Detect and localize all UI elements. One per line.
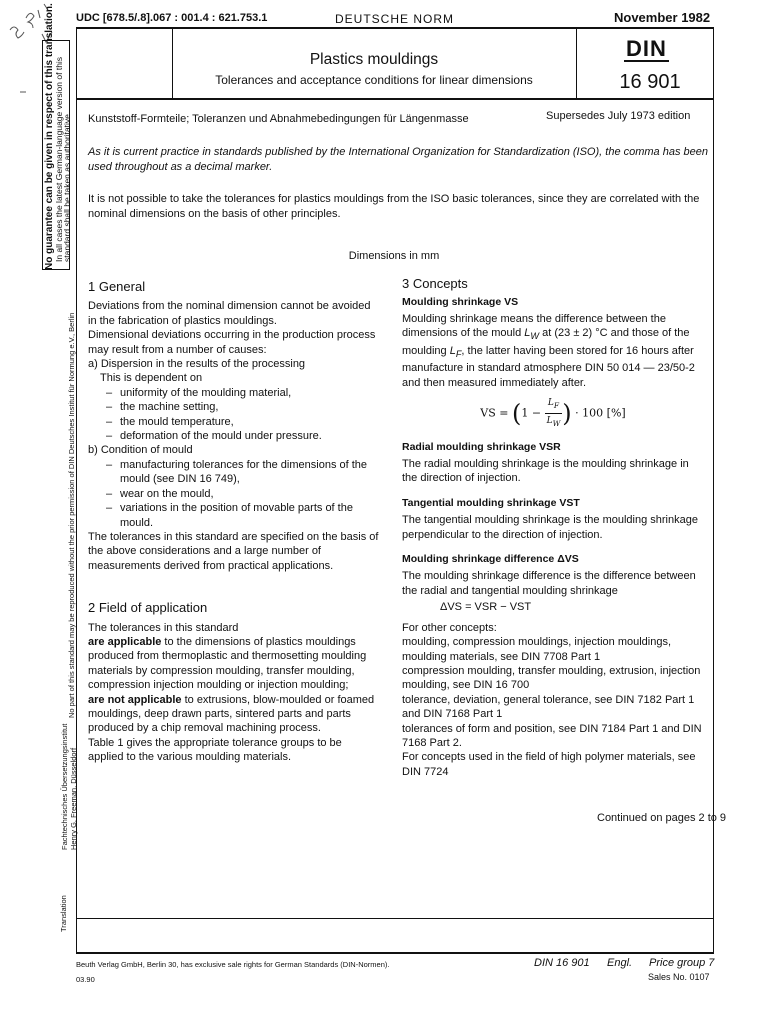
- applicable-clause: [88, 635, 380, 693]
- section-1-heading: 1 General: [88, 279, 146, 294]
- document-title: Plastics mouldings: [309, 51, 439, 68]
- deutsche-norm-label: DEUTSCHE NORM: [335, 12, 455, 26]
- vs-symbol-sub: W: [530, 331, 540, 342]
- supersedes-note: Supersedes July 1973 edition: [546, 110, 691, 122]
- german-title: Kunststoff-Formteile; Toleranzen und Abnahmebedingungen für Längenmasse: [88, 113, 469, 125]
- formula-numerator-sub: F: [553, 401, 560, 411]
- section-2-paragraph-2: Table 1 gives the appropriate tolerance groups to be applied to the various moulding materials.: [88, 736, 342, 764]
- cause-b-item: – variations in the position of movable parts of the mould.: [88, 501, 380, 530]
- formula-denominator-symbol: L: [546, 416, 553, 427]
- copyright-notice: No part of this standard may be reproduced without the prior permission of DIN Deutsches Institut für Normung e.V., Berlin: [67, 312, 76, 718]
- german-version-note: In all cases the latest German-language version of this: [54, 56, 64, 262]
- cause-a-label: a) Dispersion in the results of the processing: [88, 358, 306, 371]
- cause-a-item: – the machine setting,: [88, 400, 380, 414]
- formula-one: 1 −: [521, 406, 542, 420]
- dimensions-unit-note: Dimensions in mm: [348, 250, 440, 262]
- din-number: 16 901: [619, 71, 681, 93]
- dvs-definition: The moulding shrinkage difference is the difference between the radial and tangential moulding shrinkage: [402, 570, 696, 597]
- reference-item: compression moulding, transfer moulding, extrusion, injection moulding, see DIN 16 700: [402, 664, 701, 692]
- vs-heading: Moulding shrinkage VS: [402, 296, 519, 309]
- decimal-marker-note: As it is current practice in standards published by the International Organization for Standardization (ISO), the comma has been used throughout as a decimal marker.: [88, 146, 708, 173]
- title-box-right-divider: [576, 27, 577, 99]
- intro-paragraph: It is not possible to take the tolerances for plastics mouldings from the ISO basic tolerances, since they are correlated with the nominal dimensions on the basis of other principles.: [88, 193, 700, 220]
- formula-paren-close: ): [562, 399, 572, 428]
- section-2-heading: 2 Field of application: [88, 600, 208, 616]
- formula-right: · 100 [%]: [575, 406, 626, 420]
- publisher-note: Beuth Verlag GmbH, Berlin 30, has exclusive sale rights for German Standards (DIN-Normen).: [76, 960, 390, 969]
- translation-disclaimer: No guarantee can be given in respect of this translation.: [44, 3, 55, 270]
- cause-a-item: – the mould temperature,: [88, 415, 380, 429]
- other-concepts-label: For other concepts:: [402, 621, 497, 634]
- translator-credit: [60, 724, 78, 850]
- vs-text-part: Moulding shrinkage means the difference between the dimensions of the mould: [402, 312, 666, 340]
- vs-text-part: , the latter having been stored for 16 hours after manufacture in standard atmosphere DIN 50 014 — 23/50-2 and then measured immediately after.: [402, 344, 695, 389]
- section-1-paragraph-1: Deviations from the nominal dimension cannot be avoided in the fabrication of plastics mouldings.: [88, 300, 371, 327]
- dvs-formula: ΔVS = VSR − VST: [440, 601, 532, 614]
- frame-bottom-inner-line: [76, 918, 714, 919]
- formula-left: VS =: [480, 406, 512, 420]
- cause-b-item: – manufacturing tolerances for the dimensions of the mould (see DIN 16 749),: [88, 458, 380, 487]
- left-column: [88, 280, 380, 765]
- section-3-heading: 3 Concepts: [402, 276, 468, 291]
- footer-din-number: DIN 16 901: [534, 957, 590, 969]
- din-logo: DIN: [626, 36, 667, 61]
- section-2-paragraph-1: The tolerances in this standard: [88, 621, 239, 634]
- reference-item: tolerance, deviation, general tolerance, see DIN 7182 Part 1 and DIN 7168 Part 1: [402, 693, 695, 721]
- reference-item: tolerances of form and position, see DIN 7184 Part 1 and DIN 7168 Part 2.: [402, 722, 702, 749]
- vsr-definition: The radial moulding shrinkage is the moulding shrinkage in the direction of injection.: [402, 458, 689, 485]
- vs-definition: [402, 312, 704, 390]
- reference-item: moulding, compression mouldings, injection mouldings, moulding materials, see DIN 7708 Part 1: [402, 636, 672, 663]
- reference-item: For concepts used in the field of high polymer materials, see DIN 7724: [402, 751, 696, 778]
- section-1-paragraph-2: Dimensional deviations occurring in the production process may result from a number of causes:: [88, 329, 376, 356]
- not-applicable-clause: [88, 693, 380, 736]
- translator-line: Fachtechnisches Übersetzungsinstitut: [60, 723, 69, 850]
- publication-date: November 1982: [614, 10, 711, 25]
- vs-symbol: L: [449, 344, 456, 357]
- german-version-note: standard shall be taken as authoritative.: [62, 111, 72, 262]
- formula-paren-open: (: [512, 399, 522, 428]
- vs-formula: [402, 396, 704, 431]
- formula-numerator: [545, 396, 563, 414]
- vs-symbol: L: [524, 327, 531, 340]
- not-applicable-text: to extrusions, blow-moulded or foamed mouldings, deep drawn parts, sintered parts and parts produced by a chip removal machining process.: [88, 693, 375, 735]
- print-code: 03.90: [76, 975, 95, 984]
- applicable-bold: are applicable: [88, 635, 162, 648]
- footer-price-group: Price group 7: [649, 957, 715, 969]
- applicable-text: to the dimensions of plastics mouldings produced from thermoplastic and thermosetting moulding materials by compression moulding, transfer moulding, compression injection moulding or injection moulding;: [88, 635, 367, 692]
- cause-b-label: b) Condition of mould: [88, 444, 193, 457]
- continued-note: Continued on pages 2 to 9: [597, 812, 727, 824]
- vst-heading: Tangential moulding shrinkage VST: [402, 496, 580, 509]
- formula-fraction: [545, 396, 563, 431]
- frame-bottom-line: [76, 952, 714, 954]
- vsr-heading: Radial moulding shrinkage VSR: [402, 440, 561, 453]
- section-1-paragraph-3: The tolerances in this standard are specified on the basis of the above considerations and a large number of measurements derived from practical applications.: [88, 530, 379, 572]
- vs-symbol-sub: F: [455, 349, 462, 359]
- not-applicable-bold: are not applicable: [88, 693, 182, 706]
- formula-denominator: [545, 414, 563, 431]
- vst-definition: The tangential moulding shrinkage is the moulding shrinkage perpendicular to the direction of injection.: [402, 514, 698, 541]
- formula-denominator-sub: W: [552, 419, 561, 429]
- footer-language: Engl.: [607, 957, 633, 969]
- footer-sales-number: Sales No. 0107: [648, 972, 710, 982]
- cause-b-item: – wear on the mould,: [88, 487, 380, 501]
- dvs-heading: Moulding shrinkage difference ΔVS: [402, 553, 579, 566]
- cause-a-sub: This is dependent on: [100, 372, 203, 385]
- vs-text-part: at (23 ± 2) °C and those of the moulding: [402, 327, 690, 357]
- cause-a-item: – uniformity of the moulding material,: [88, 386, 380, 400]
- udc-code: UDC [678.5/.8].067 : 001.4 : 621.753.1: [76, 12, 268, 24]
- right-column: [402, 277, 704, 779]
- translator-line: Henry G. Freeman, Düsseldorf: [69, 747, 78, 850]
- translation-label: Translation: [59, 895, 68, 932]
- document-subtitle: Tolerances and acceptance conditions for linear dimensions: [215, 73, 533, 87]
- formula-numerator-symbol: L: [547, 398, 554, 409]
- cause-a-item: – deformation of the mould under pressure.: [88, 429, 380, 443]
